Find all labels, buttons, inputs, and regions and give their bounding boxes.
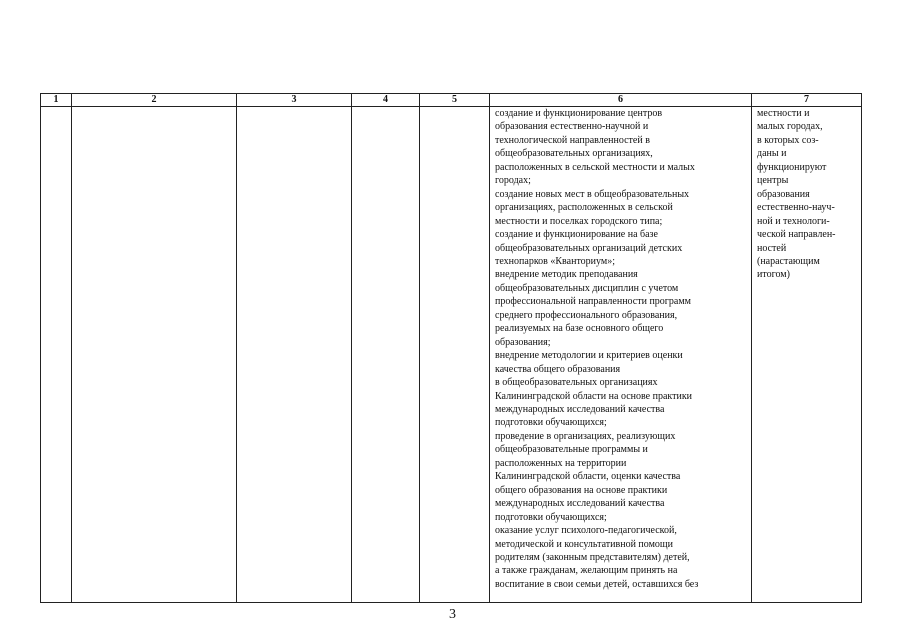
column-header-4: 4 xyxy=(352,94,420,107)
page-number: 3 xyxy=(449,607,456,622)
cell-col-7 xyxy=(752,107,862,603)
indicator-text: местности и малых городах, в которых соз- даны и функционируют центры образования естественно-науч- ной и технологи- ческой направлен- ностей (нарастающим итогом) xyxy=(757,108,836,281)
column-header-2: 2 xyxy=(72,94,237,107)
column-header-5: 5 xyxy=(420,94,490,107)
cell-col-2 xyxy=(72,107,237,603)
measures-text: создание и функционирование центров образования естественно-научной и технологической направленностей в общеобразовательных организациях, расположенных в сельской местности и малых городах; создание новых мест в общеобразовательных организациях, расположенных в сельской местности и поселках городского типа; создание и функционирование на базе общеобразовательных организаций детских технопарков «Кванториум»; внедрение методик преподавания общеобразовательных дисциплин с учетом профессиональной направленности программ среднего профессионального образования, реализуемых на базе основного общего образования; внедрение методологии и критериев оценки качества общего образования в общеобразовательных организациях Калининградской области на основе практики международных исследований качества подготовки обучающихся; проведение в организациях, реализующих общеобразовательные программы и расположенных на территории Калининградской области, оценки качества общего образования на основе практики международных исследований качества подготовки обучающихся; оказание услуг психолого-педагогической, методической и консультативной помощи родителям (законным представителям) детей, а также гражданам, желающим принять на воспитание в свои семьи детей, оставшихся без xyxy=(495,108,699,590)
column-header-7: 7 xyxy=(752,94,862,107)
table-header-row xyxy=(41,94,862,107)
table-row xyxy=(41,107,862,603)
column-header-3: 3 xyxy=(237,94,352,107)
cell-col-4 xyxy=(352,107,420,603)
cell-col-1 xyxy=(41,107,72,603)
column-header-1: 1 xyxy=(41,94,72,107)
cell-col-3 xyxy=(237,107,352,603)
document-table xyxy=(40,93,862,603)
cell-col-5 xyxy=(420,107,490,603)
cell-col-6 xyxy=(490,107,752,603)
column-header-6: 6 xyxy=(490,94,752,107)
